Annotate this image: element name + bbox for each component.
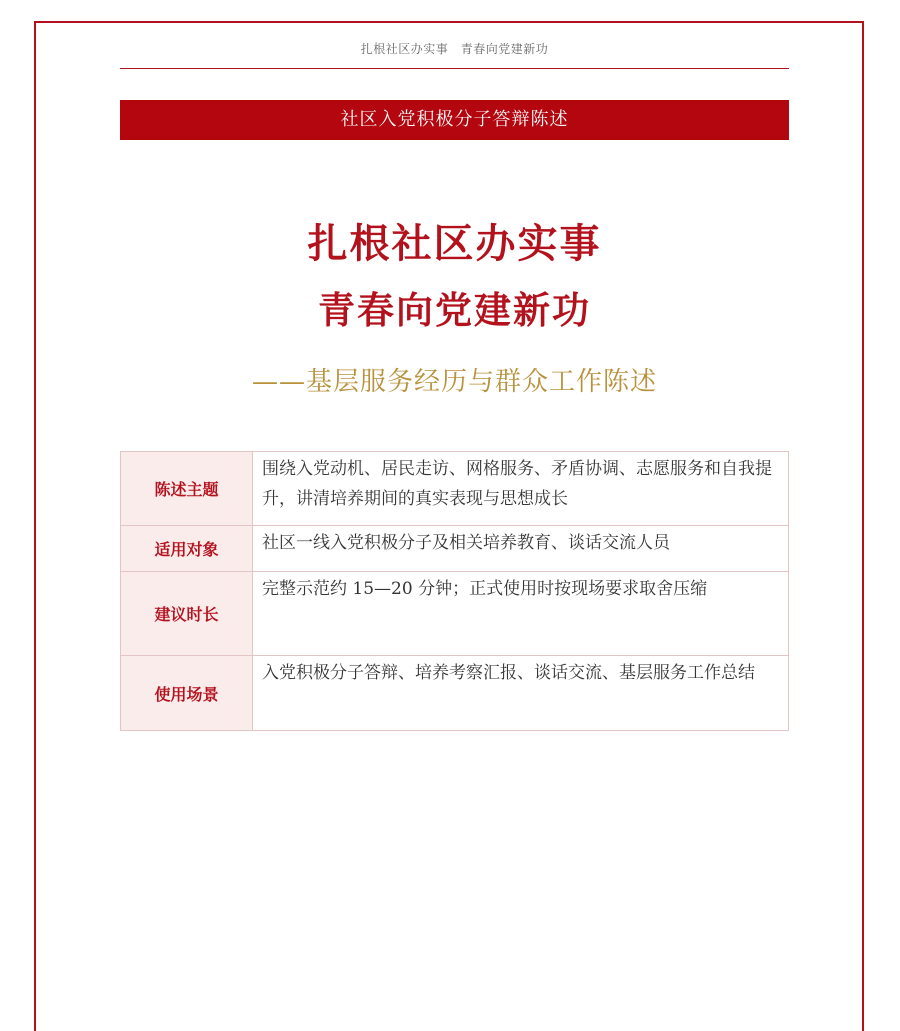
row-value-audience: 社区一线入党积极分子及相关培养教育、谈话交流人员 xyxy=(253,526,789,572)
table-row-scenario xyxy=(121,656,789,731)
info-table xyxy=(120,451,789,731)
row-label-duration: 建议时长 xyxy=(121,572,253,656)
row-value-topic: 围绕入党动机、居民走访、网格服务、矛盾协调、志愿服务和自我提升，讲清培养期间的真实表现与思想成长 xyxy=(253,452,789,526)
section-banner: 社区入党积极分子答辩陈述 xyxy=(120,100,789,140)
table-row-duration xyxy=(121,572,789,656)
row-value-duration: 完整示范约 15—20 分钟；正式使用时按现场要求取舍压缩 xyxy=(253,572,789,656)
table-row-topic xyxy=(121,452,789,526)
document-subtitle: ——基层服务经历与群众工作陈述 xyxy=(251,367,657,397)
document-title-line2: 青春向党建新功 xyxy=(318,288,591,332)
running-header: 扎根社区办实事 青春向党建新功 xyxy=(360,42,549,56)
row-label-audience: 适用对象 xyxy=(121,526,253,572)
row-label-scenario: 使用场景 xyxy=(121,656,253,731)
document-title: 扎根社区办实事 xyxy=(307,220,602,267)
row-value-scenario: 入党积极分子答辩、培养考察汇报、谈话交流、基层服务工作总结 xyxy=(253,656,789,731)
row-label-topic: 陈述主题 xyxy=(121,452,253,526)
header-divider xyxy=(120,68,789,69)
table-row-audience xyxy=(121,526,789,572)
